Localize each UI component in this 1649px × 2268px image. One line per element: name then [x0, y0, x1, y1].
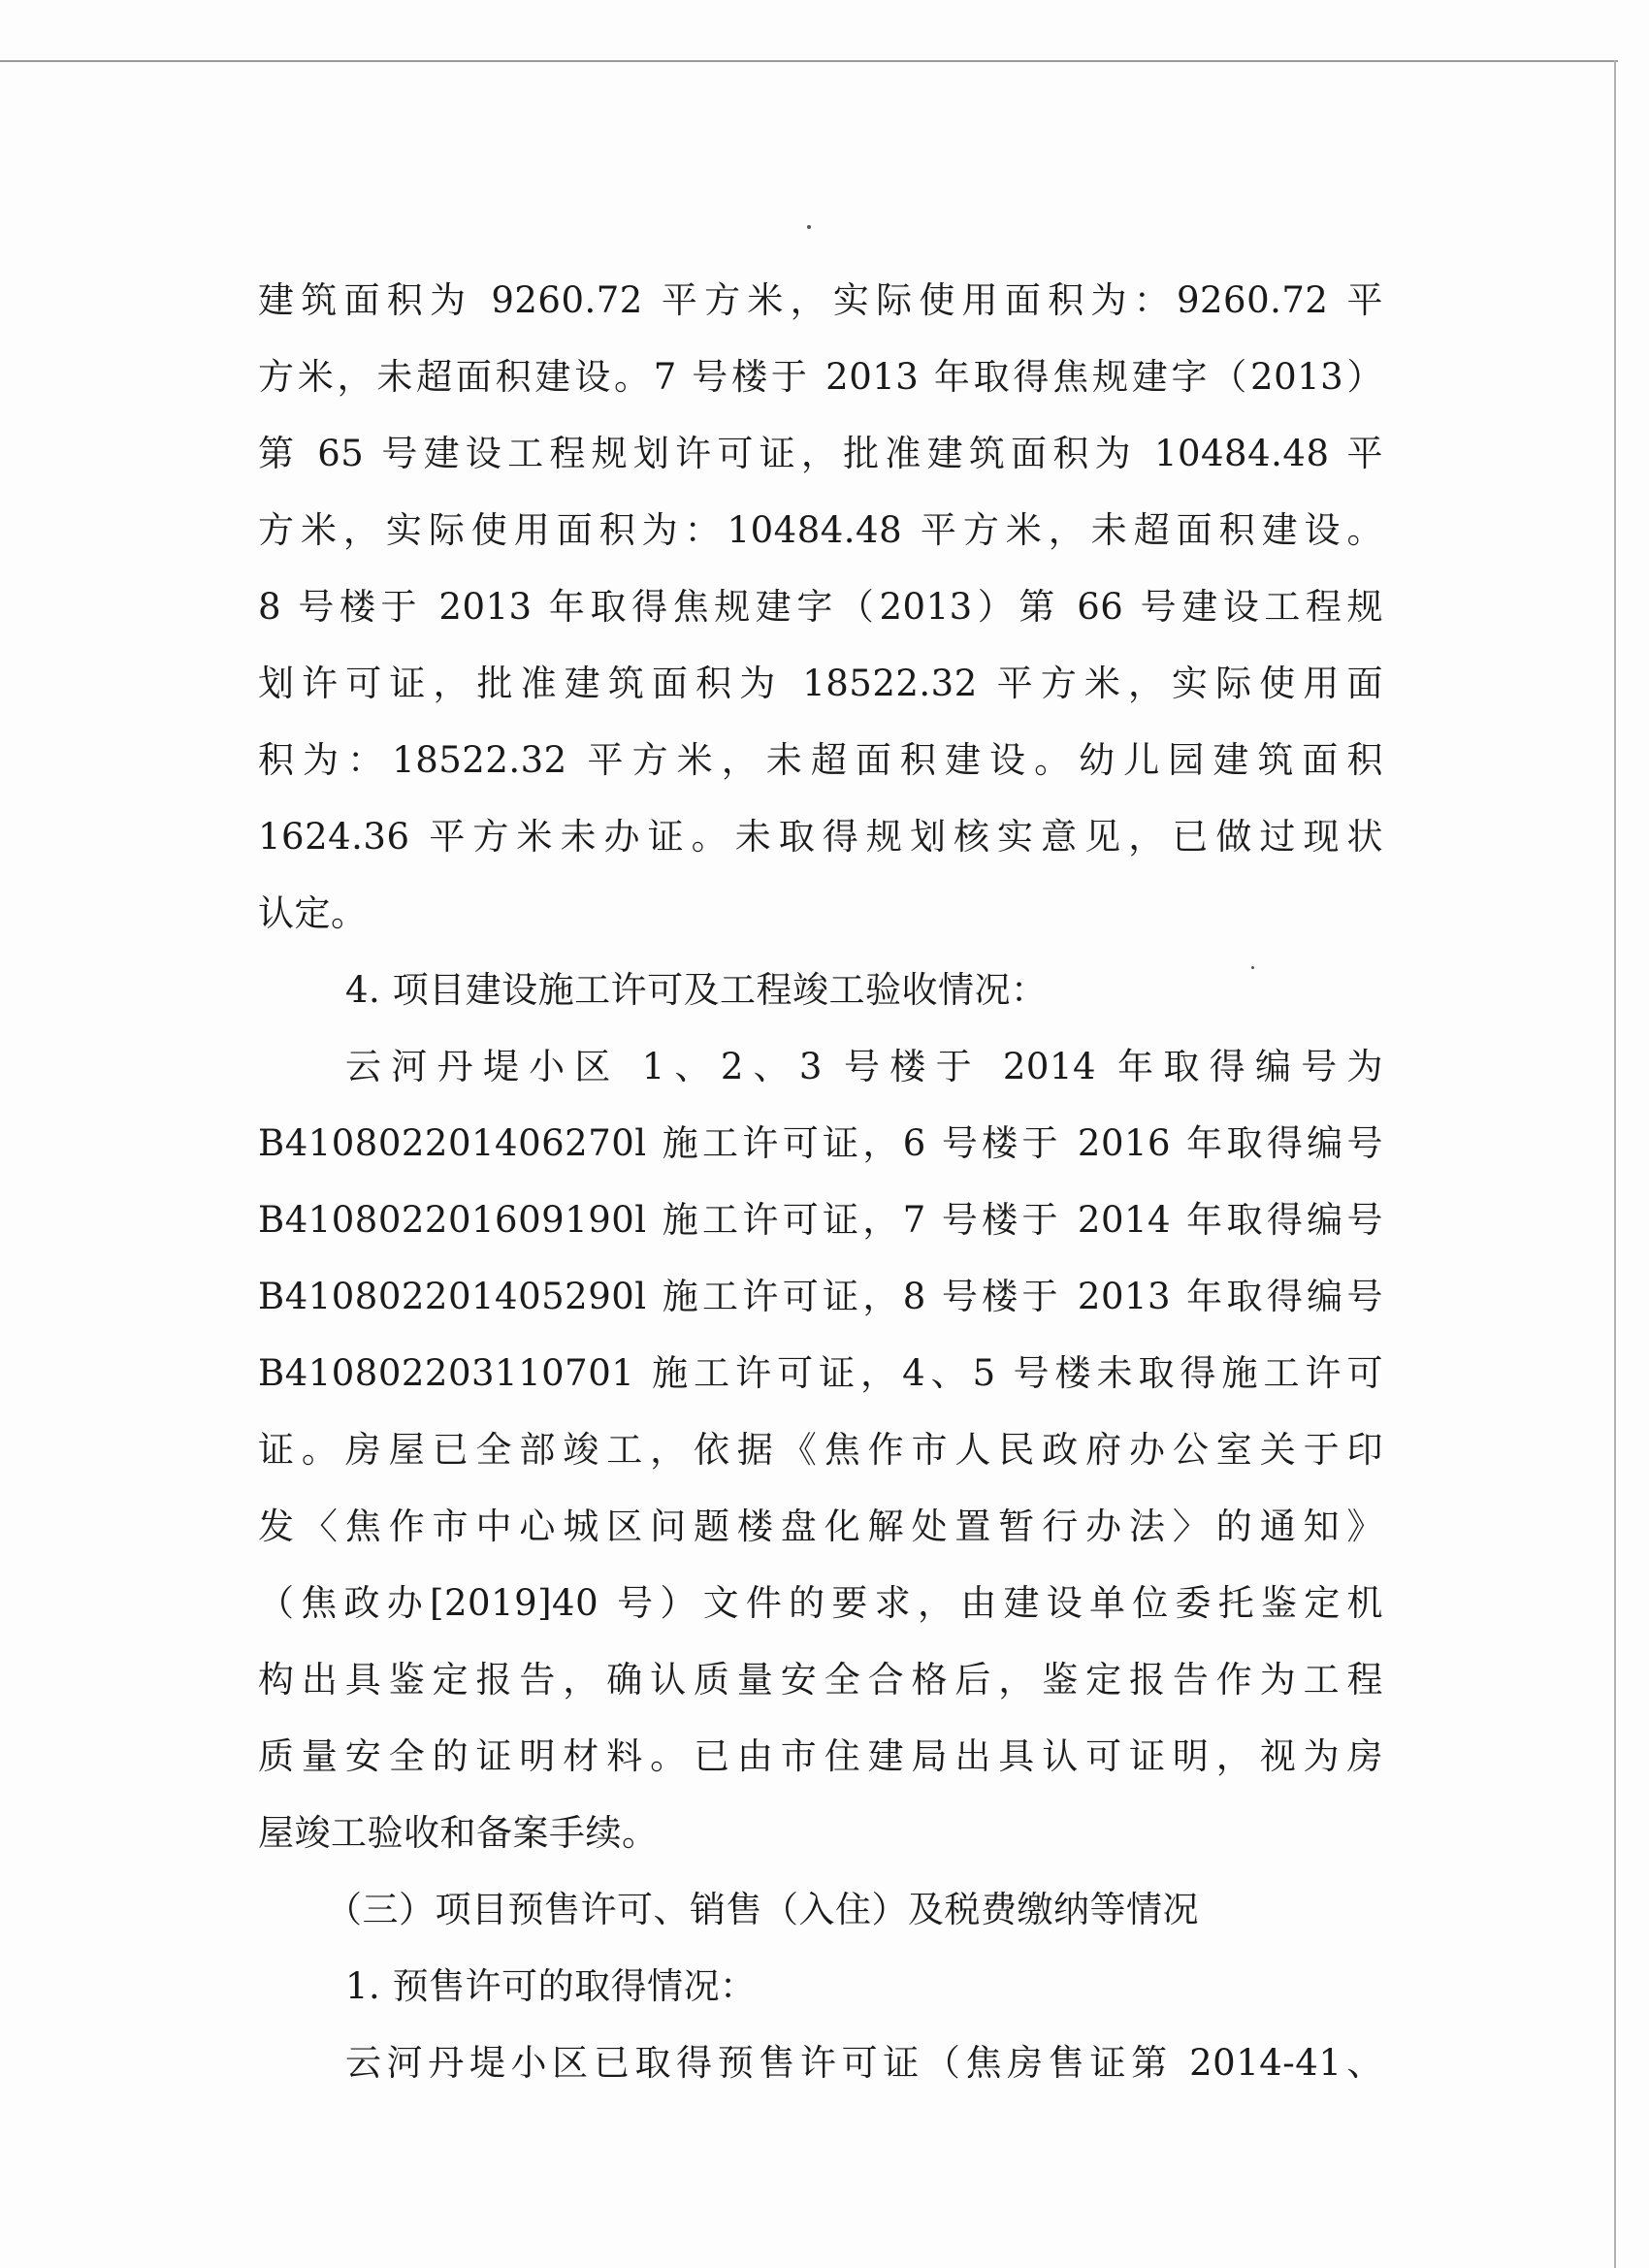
section-subheading: 4. 项目建设施工许可及工程竣工验收情况：	[345, 969, 1048, 1011]
scan-right-edge-line	[1614, 60, 1616, 2268]
body-text	[258, 262, 1383, 2101]
text-line: 构出具鉴定报告，确认质量安全合格后，鉴定报告作为工程	[258, 1659, 1383, 1701]
text-line: 云河丹堤小区已取得预售许可证（焦房售证第 2014-41、	[345, 2042, 1383, 2084]
text-line: B410802201405290l 施工许可证，8 号楼于 2013 年取得编号	[258, 1276, 1383, 1317]
text-line: 屋竣工验收和备案手续。	[258, 1812, 659, 1854]
text-line: 划许可证，批准建筑面积为 18522.32 平方米，实际使用面	[258, 663, 1383, 704]
section-subheading: 1. 预售许可的取得情况：	[345, 1965, 757, 2007]
text-line: 积为：18522.32 平方米，未超面积建设。幼儿园建筑面积	[258, 739, 1383, 781]
scan-top-edge-line	[0, 60, 1618, 62]
text-line: 8 号楼于 2013 年取得焦规建字（2013）第 66 号建设工程规	[258, 586, 1383, 628]
text-line: B410802201609190l 施工许可证，7 号楼于 2014 年取得编号	[258, 1199, 1383, 1241]
text-line: 方米，实际使用面积为：10484.48 平方米，未超面积建设。	[258, 509, 1383, 551]
text-line: 1624.36 平方米未办证。未取得规划核实意见，已做过现状	[258, 816, 1383, 858]
section-heading: （三）项目预售许可、销售（入住）及税费缴纳等情况	[326, 1889, 1199, 1930]
text-line: 证。房屋已全部竣工，依据《焦作市人民政府办公室关于印	[258, 1429, 1383, 1471]
text-line: 认定。	[258, 892, 368, 934]
text-line: （焦政办[2019]40 号）文件的要求，由建设单位委托鉴定机	[258, 1582, 1383, 1624]
text-line: 发〈焦作市中心城区问题楼盘化解处置暂行办法〉的通知》	[258, 1506, 1383, 1547]
text-line: 云河丹堤小区 1、2、3 号楼于 2014 年取得编号为	[345, 1046, 1383, 1087]
text-line: B410802201406270l 施工许可证，6 号楼于 2016 年取得编号	[258, 1122, 1383, 1164]
text-line: 质量安全的证明材料。已由市住建局出具认可证明，视为房	[258, 1735, 1383, 1777]
text-line: B410802203110701 施工许可证，4、5 号楼未取得施工许可	[258, 1352, 1383, 1394]
scan-speck	[807, 225, 811, 229]
text-line: 方米，未超面积建设。7 号楼于 2013 年取得焦规建字（2013）	[258, 356, 1383, 398]
text-line: 建筑面积为 9260.72 平方米，实际使用面积为：9260.72 平	[258, 279, 1383, 321]
text-line: 第 65 号建设工程规划许可证，批准建筑面积为 10484.48 平	[258, 433, 1383, 474]
